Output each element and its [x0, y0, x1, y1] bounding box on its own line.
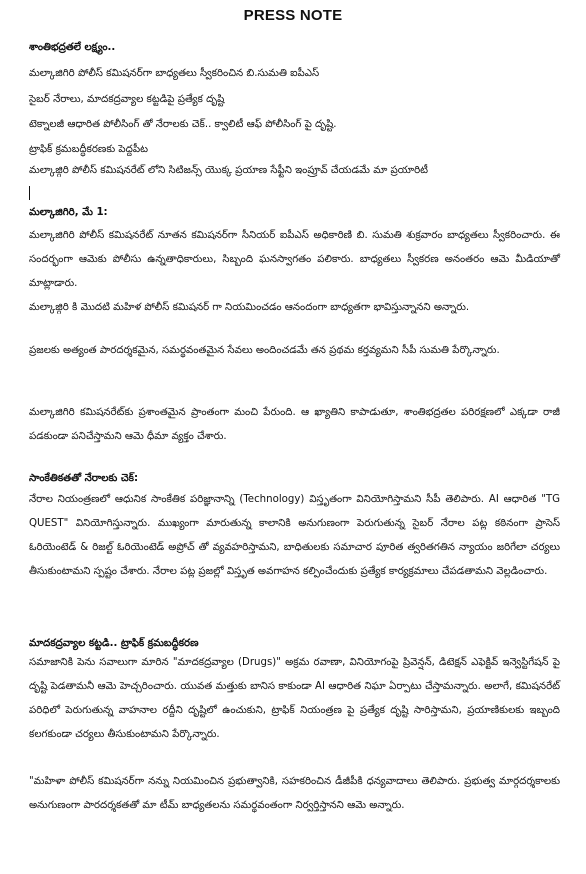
- text-cursor: [29, 186, 30, 200]
- intro-heading: శాంతిభద్రతలే లక్ష్యం..: [29, 42, 116, 53]
- intro-line-4: ట్రాఫిక్ క్రమబద్ధీకరణకు పెద్దపీట: [29, 144, 148, 155]
- section-drugs-heading: మాదకద్రవ్యాల కట్టడి.. ట్రాఫిక్ క్రమబద్ధీకరణ: [29, 638, 199, 649]
- dateline: మల్కాజిగిరి, మే 1:: [29, 207, 108, 218]
- section-drugs-paragraph: సమాజానికి పెను సవాలుగా మారిన "మాదకద్రవ్యాల (Drugs)" అక్రమ రవాణా, వినియోగంపై ప్రివెన్షన్, డిటెక్షన్ ఎఫెక్టివ్ ఇన్వెస్టిగేషన్ పై దృష్టి పెడతామనీ ఆమె హెచ్చరించారు. యువత మత్తుకు బానిస కాకుండా AI ఆధారిత నిఘా ఏర్పాటు చేస్తామన్నారు. అలాగే, కమిషనరేట్ పరిధిలో పెరుగుతున్న వాహనాల రద్దీని దృష్టిలో ఉంచుకుని, ట్రాఫిక్ నియంత్రణ పై ప్రత్యేక దృష్టి సారిస్తామని, ప్రయాణికులకు ఇబ్బంది కలగకుండా చర్యలు తీసుకుంటామని పేర్కొన్నారు.: [29, 657, 560, 740]
- closing-paragraph: "మహిళా పోలీస్ కమిషనర్‌గా నన్ను నియమించిన ప్రభుత్వానికి, సహకరించిన డీజీపీకి ధన్యవాదాలు తెలిపారు. ప్రభుత్వ మార్గదర్శకాలకు అనుగుణంగా పారదర్శకతతో మా టీమ్ బాధ్యతలను సమర్థవంతంగా నిర్వర్తిస్తానని ఆమె అన్నారు.: [29, 776, 560, 811]
- body-paragraph-4: మల్కాజిగిరి కమిషనరేట్‌కు ప్రశాంతమైన ప్రాంతంగా మంచి పేరుంది. ఆ ఖ్యాతిని కాపాడుతూ, శాంతిభద్రతల పరిరక్షణలో ఎక్కడా రాజీ పడకుండా పనిచేస్తామని ఆమె ధీమా వ్యక్తం చేశారు.: [29, 407, 560, 442]
- intro-line-5: మల్కాజ్గిరి పోలీస్ కమిషనరేట్ లోని సిటిజన్స్ యొక్క ప్రయాణ సేఫ్టీని ఇంప్రూవ్ చేయడమే మా ప్రయారిటీ: [29, 165, 429, 176]
- section-tech-paragraph: నేరాల నియంత్రణలో ఆధునిక సాంకేతిక పరిజ్ఞానాన్ని (Technology) విస్తృతంగా వినియోగిస్తామని సీపీ తెలిపారు. AI ఆధారిత "TG QUEST" వినియోగిస్తున్నారు. ముఖ్యంగా మారుతున్న కాలానికి అనుగుణంగా పెరుగుతున్న సైబర్ నేరాల పట్ల కఠినంగా ప్రాసెస్ ఓరియెంటెడ్ & రిజల్ట్ ఓరియెంటెడ్ అప్రోచ్ తో వ్యవహరిస్తామని, బాధితులకు సమాచార పూరిత త్వరితగతిన న్యాయం జరిగేలా చర్యలు తీసుకుంటామని స్పష్టం చేశారు. నేరాల పట్ల ప్రజల్లో విస్తృత అవగాహన కల్పించేందుకు ప్రత్యేక కార్యక్రమాలు చేపడతామని వెల్లడించారు.: [29, 494, 560, 577]
- section-tech-heading: సాంకేతికతతో నేరాలకు చెక్:: [29, 473, 139, 484]
- body-paragraph-1: మల్కాజిగిరి పోలీస్ కమిషనరేట్ నూతన కమిషనర్‌గా సీనియర్ ఐపీఎస్ అధికారిణి బి. సుమతి శుక్రవారం బాధ్యతలు స్వీకరించారు. ఈ సందర్భంగా ఆమెకు పోలీసు ఉన్నతాధికారులు, సిబ్బంది ఘనస్వాగతం పలికారు. బాధ్యతలు స్వీకరణ అనంతరం ఆమె మీడియాతో మాట్లాడారు.: [29, 230, 560, 289]
- page-title: PRESS NOTE: [243, 7, 343, 24]
- body-paragraph-3: ప్రజలకు అత్యంత పారదర్శకమైన, సమర్థవంతమైన సేవలు అందించడమే తన ప్రథమ కర్తవ్యమని సీపీ సుమతి పేర్కొన్నారు.: [29, 345, 500, 356]
- intro-line-3: టెక్నాలజీ ఆధారిత పోలీసింగ్ తో నేరాలకు చెక్.. క్వాలిటీ ఆఫ్ పోలీసింగ్ పై దృష్టి.: [29, 119, 337, 130]
- body-paragraph-2: మల్కాజ్గిరి కి మొదటి మహిళ పోలీస్ కమిషనర్ గా నియమించడం ఆనందంగా బాధ్యతగా భావిస్తున్నానని అన్నారు.: [29, 302, 470, 313]
- intro-line-1: మల్కాజిగిరి పోలీస్ కమిషనర్‌గా బాధ్యతలు స్వీకరించిన బి.సుమతి ఐపీఎస్: [29, 68, 320, 79]
- intro-line-2: సైబర్ నేరాలు, మాదకద్రవ్యాల కట్టడిపై ప్రత్యేక దృష్టి: [29, 94, 225, 105]
